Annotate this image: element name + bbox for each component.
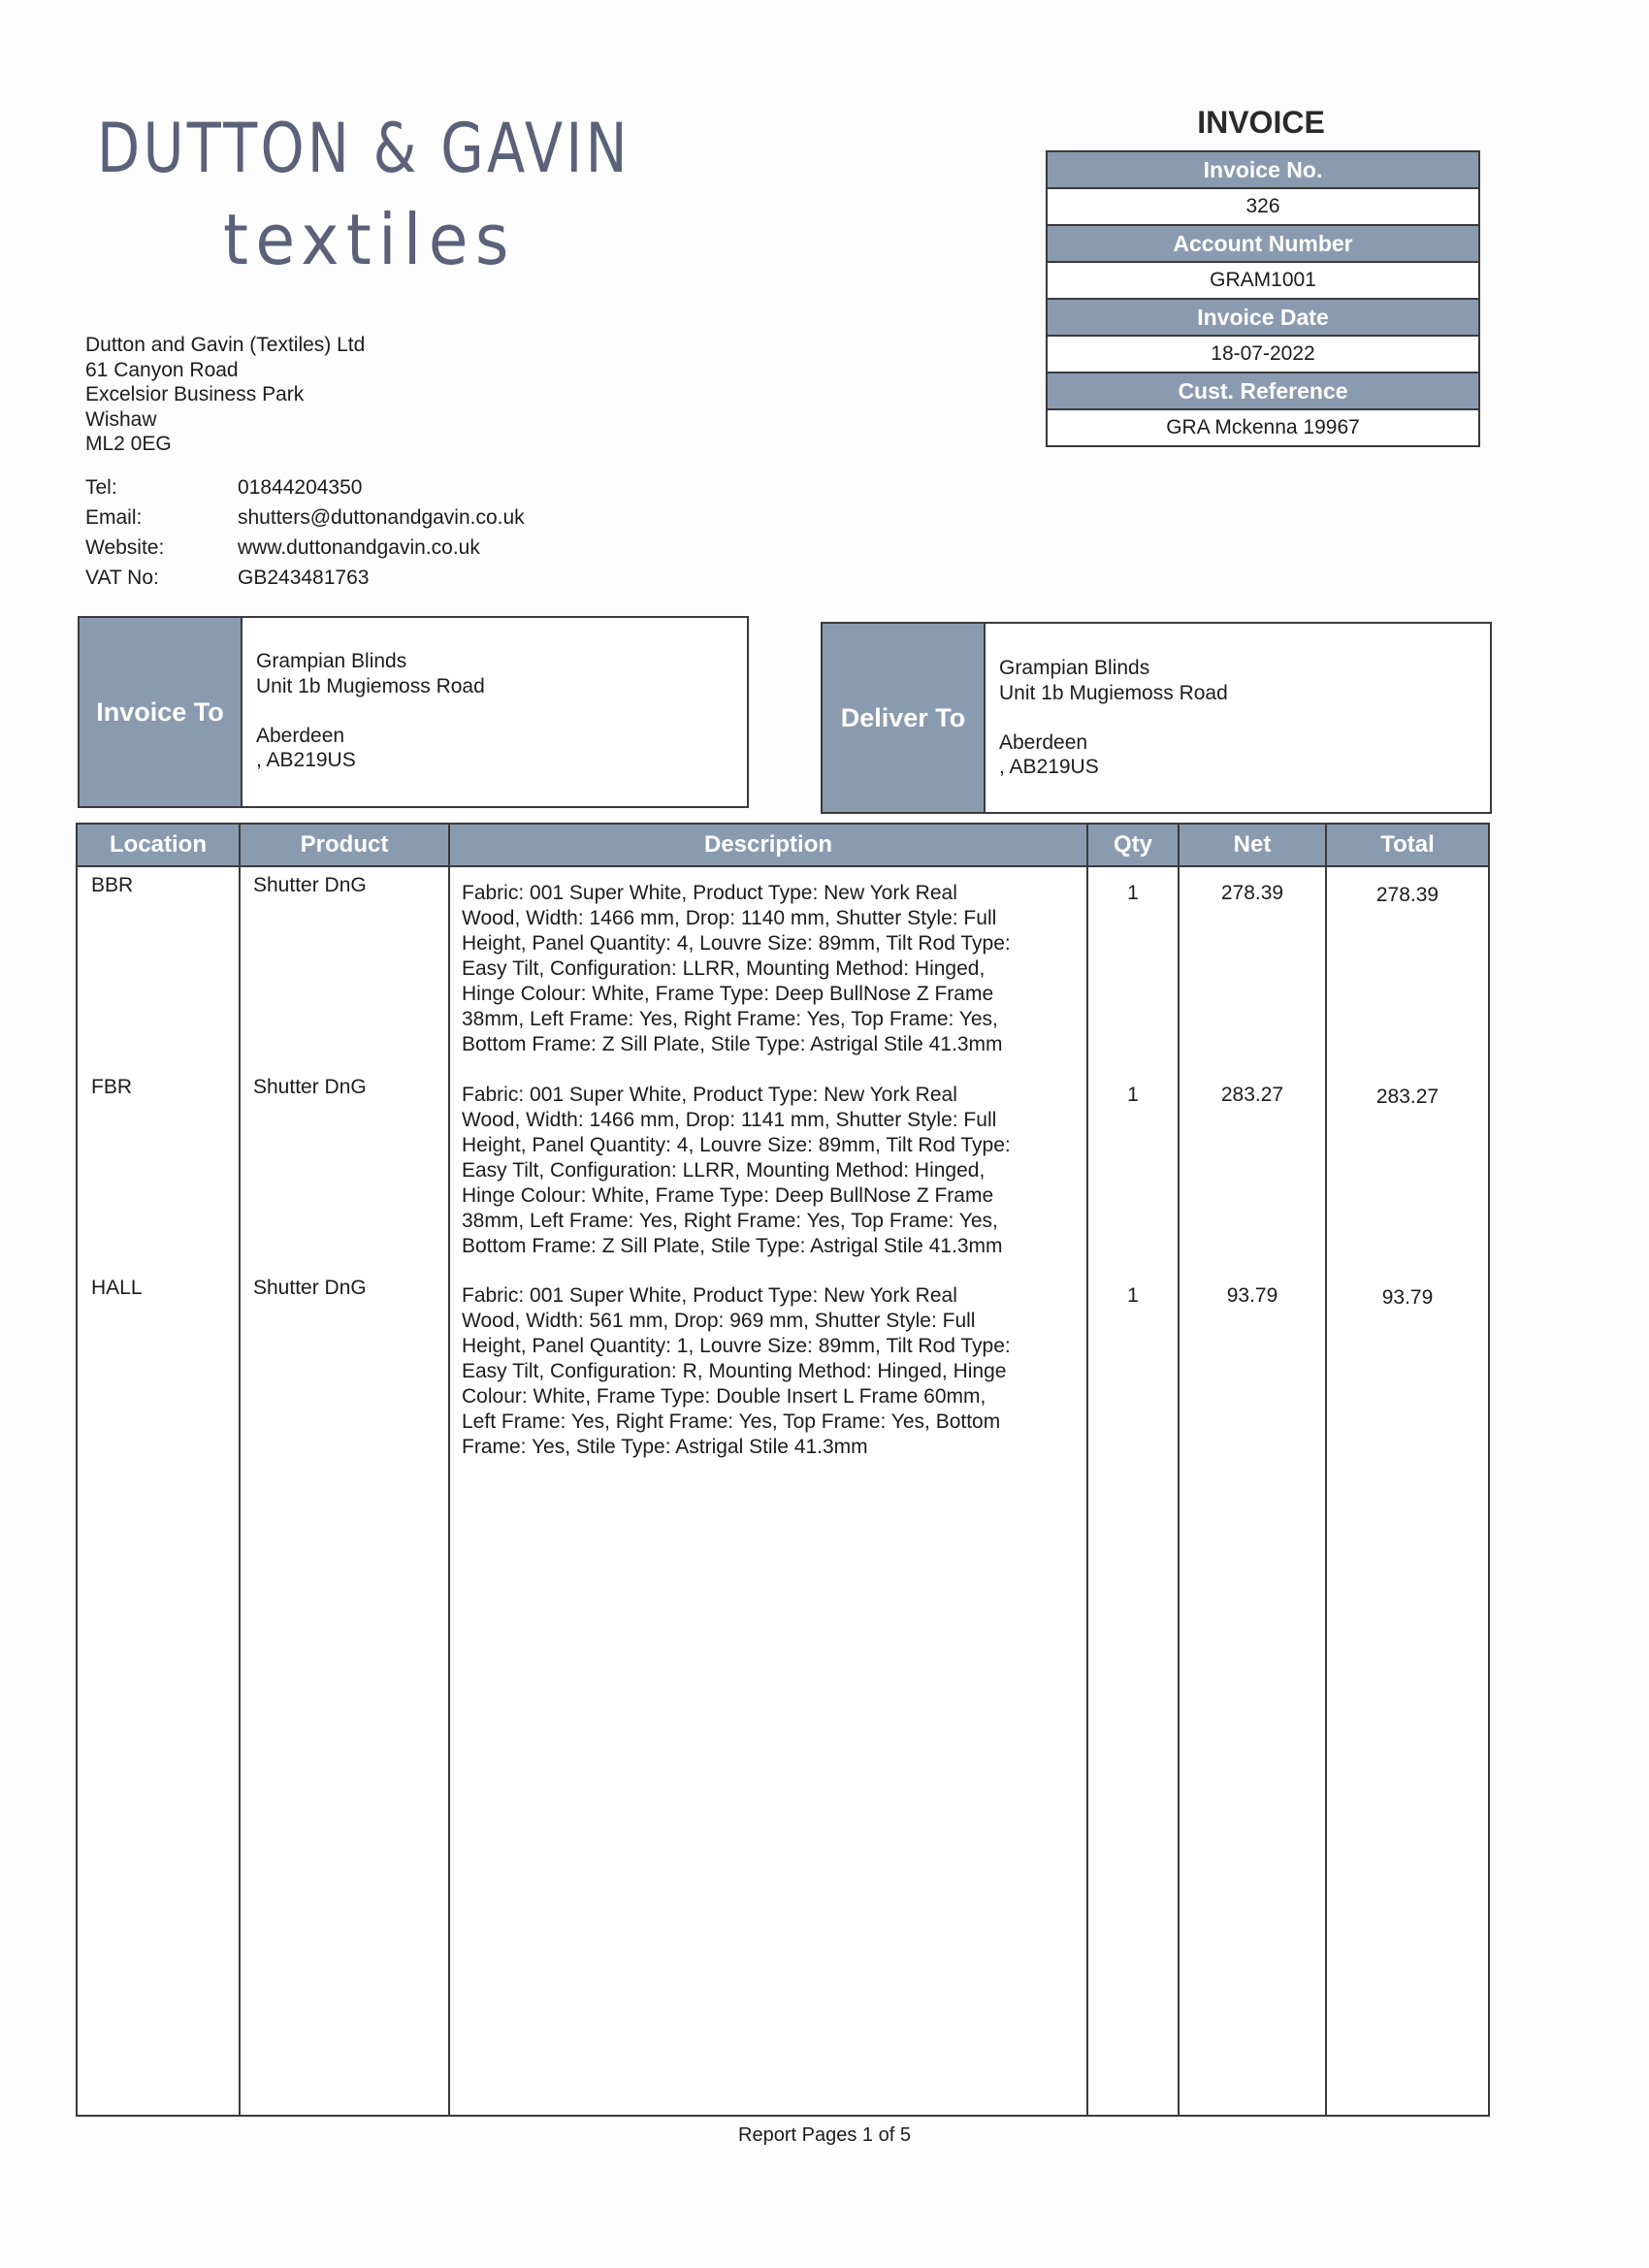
contact-label: Website: bbox=[85, 536, 165, 559]
address-line: , AB219US bbox=[256, 749, 356, 771]
description-line: Fabric: 001 Super White, Product Type: New York Real bbox=[462, 1284, 957, 1307]
account-number-value: GRAM1001 bbox=[1048, 263, 1478, 300]
cell-total: 283.27 bbox=[1375, 1085, 1439, 1108]
cell-qty: 1 bbox=[1127, 1284, 1139, 1307]
address-line bbox=[256, 698, 485, 724]
contact-label: Tel: bbox=[85, 476, 117, 499]
description-line: Height, Panel Quantity: 4, Louvre Size: 89mm, Tilt Rod Type: bbox=[462, 932, 1011, 955]
deliver-to-label: Deliver To bbox=[823, 624, 986, 812]
description-line: Easy Tilt, Configuration: LLRR, Mounting Method: Hinged, bbox=[462, 957, 986, 980]
cell-total: 93.79 bbox=[1381, 1286, 1434, 1309]
account-number-label: Account Number bbox=[1048, 226, 1478, 263]
address-line: Grampian Blinds bbox=[999, 657, 1150, 679]
column-header-net: Net bbox=[1180, 825, 1325, 867]
invoice-title: INVOICE bbox=[1197, 105, 1325, 140]
invoice-info-box bbox=[1046, 150, 1480, 447]
description-line: 38mm, Left Frame: Yes, Right Frame: Yes, Top Frame: Yes, bbox=[462, 1008, 998, 1030]
company-logo-subtitle: textiles bbox=[223, 199, 516, 280]
address-line: , AB219US bbox=[999, 756, 1099, 778]
cell-description bbox=[462, 1283, 1083, 1460]
cell-product: Shutter DnG bbox=[253, 874, 367, 896]
cell-location: FBR bbox=[91, 1076, 132, 1098]
deliver-to-address bbox=[999, 656, 1228, 780]
cell-net: 283.27 bbox=[1220, 1084, 1284, 1106]
invoice-no-value: 326 bbox=[1048, 189, 1478, 226]
invoice-to-box bbox=[78, 616, 749, 808]
cell-net: 278.39 bbox=[1220, 882, 1284, 904]
cell-net: 93.79 bbox=[1226, 1284, 1278, 1307]
cell-qty: 1 bbox=[1127, 1084, 1139, 1106]
cell-description bbox=[462, 1083, 1083, 1259]
cell-product: Shutter DnG bbox=[253, 1076, 367, 1098]
description-line: Wood, Width: 561 mm, Drop: 969 mm, Shutter Style: Full bbox=[462, 1310, 976, 1332]
cell-qty: 1 bbox=[1127, 882, 1139, 904]
invoice-to-address bbox=[256, 649, 485, 773]
description-line: Height, Panel Quantity: 1, Louvre Size: 89mm, Tilt Rod Type: bbox=[462, 1335, 1011, 1357]
invoice-to-label: Invoice To bbox=[80, 618, 242, 806]
address-line: Aberdeen bbox=[999, 730, 1088, 754]
description-line: Wood, Width: 1466 mm, Drop: 1140 mm, Shutter Style: Full bbox=[462, 907, 997, 929]
address-line: Grampian Blinds bbox=[256, 650, 407, 672]
contact-value: shutters@duttonandgavin.co.uk bbox=[238, 506, 525, 529]
column-divider bbox=[1086, 825, 1088, 2115]
address-line: Dutton and Gavin (Textiles) Ltd bbox=[85, 334, 366, 356]
description-line: Wood, Width: 1466 mm, Drop: 1141 mm, Shutter Style: Full bbox=[462, 1109, 997, 1131]
invoice-date-label: Invoice Date bbox=[1048, 300, 1478, 337]
invoice-no-label: Invoice No. bbox=[1048, 152, 1478, 189]
contact-value: www.duttonandgavin.co.uk bbox=[238, 536, 480, 559]
cell-total: 278.39 bbox=[1375, 884, 1439, 906]
description-line: Height, Panel Quantity: 4, Louvre Size: 89mm, Tilt Rod Type: bbox=[462, 1134, 1011, 1156]
column-header-qty: Qty bbox=[1088, 825, 1178, 867]
column-divider bbox=[448, 825, 450, 2115]
column-divider bbox=[1178, 825, 1180, 2115]
address-line: Excelsior Business Park bbox=[85, 383, 305, 405]
contact-label: VAT No: bbox=[85, 567, 159, 589]
column-header-product: Product bbox=[241, 825, 448, 867]
description-line: Hinge Colour: White, Frame Type: Deep BullNose Z Frame bbox=[462, 1184, 994, 1207]
invoice-date-value: 18-07-2022 bbox=[1048, 337, 1478, 373]
column-header-location: Location bbox=[78, 825, 239, 867]
contact-value: GB243481763 bbox=[238, 567, 370, 589]
company-address bbox=[85, 333, 365, 457]
column-divider bbox=[1325, 825, 1327, 2115]
description-line: 38mm, Left Frame: Yes, Right Frame: Yes, Top Frame: Yes, bbox=[462, 1210, 998, 1232]
line-items-table bbox=[76, 823, 1490, 2117]
description-line: Fabric: 001 Super White, Product Type: New York Real bbox=[462, 1084, 957, 1106]
description-line: Hinge Colour: White, Frame Type: Deep BullNose Z Frame bbox=[462, 983, 994, 1005]
cell-description bbox=[462, 881, 1083, 1057]
cell-location: BBR bbox=[91, 874, 134, 896]
description-line: Left Frame: Yes, Right Frame: Yes, Top Frame: Yes, Bottom bbox=[462, 1410, 1001, 1433]
description-line: Colour: White, Frame Type: Double Insert L Frame 60mm, bbox=[462, 1385, 986, 1408]
cust-reference-label: Cust. Reference bbox=[1048, 373, 1478, 410]
address-line: Unit 1b Mugiemoss Road bbox=[256, 674, 485, 697]
contact-value: 01844204350 bbox=[238, 476, 363, 499]
address-line: 61 Canyon Road bbox=[85, 358, 239, 381]
column-header-description: Description bbox=[450, 825, 1086, 867]
page-footer: Report Pages 1 of 5 bbox=[738, 2124, 911, 2146]
column-header-total: Total bbox=[1327, 825, 1488, 867]
address-line: Wishaw bbox=[85, 407, 157, 431]
description-line: Bottom Frame: Z Sill Plate, Stile Type: Astrigal Stile 41.3mm bbox=[462, 1235, 1003, 1257]
cell-product: Shutter DnG bbox=[253, 1277, 367, 1299]
cust-reference-value: GRA Mckenna 19967 bbox=[1048, 410, 1478, 445]
description-line: Fabric: 001 Super White, Product Type: New York Real bbox=[462, 882, 957, 904]
address-line: Unit 1b Mugiemoss Road bbox=[999, 681, 1228, 704]
address-line bbox=[999, 705, 1228, 730]
column-divider bbox=[239, 825, 241, 2115]
description-line: Frame: Yes, Stile Type: Astrigal Stile 41.3mm bbox=[462, 1436, 868, 1458]
description-line: Bottom Frame: Z Sill Plate, Stile Type: Astrigal Stile 41.3mm bbox=[462, 1033, 1003, 1055]
cell-location: HALL bbox=[91, 1277, 143, 1299]
description-line: Easy Tilt, Configuration: R, Mounting Method: Hinged, Hinge bbox=[462, 1360, 1007, 1382]
address-line: ML2 0EG bbox=[85, 433, 172, 455]
contact-label: Email: bbox=[85, 506, 143, 529]
address-line: Aberdeen bbox=[256, 724, 345, 747]
description-line: Easy Tilt, Configuration: LLRR, Mounting Method: Hinged, bbox=[462, 1159, 986, 1182]
deliver-to-box bbox=[821, 622, 1492, 814]
company-logo-name: DUTTON & GAVIN bbox=[97, 109, 630, 188]
